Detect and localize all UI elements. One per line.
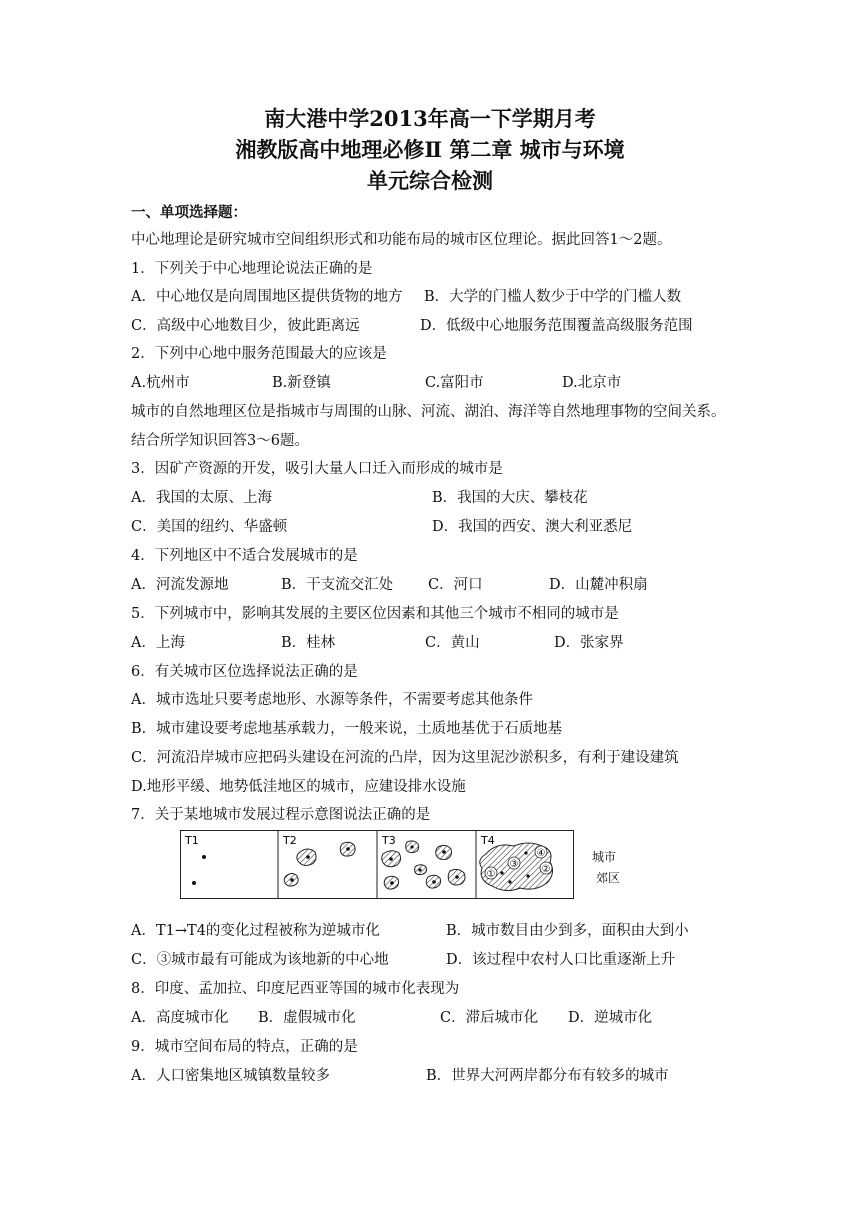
question-1-option-c: C．高级中心地数目少，彼此距离远: [131, 318, 360, 334]
question-2-option-d: D.北京市: [562, 375, 622, 391]
question-8-option-b: B．虚假城市化: [258, 1010, 356, 1026]
intro-paragraph-2-line-1: 城市的自然地理区位是指城市与周围的山脉、河流、湖泊、海洋等自然地理事物的空间关系。: [131, 404, 726, 420]
circled-2: ②: [541, 864, 551, 875]
question-3-option-d: D．我国的西安、澳大利亚悉尼: [432, 519, 633, 535]
exam-title: 南大港中学2013年高一下学期月考: [264, 106, 596, 131]
question-5-option-a: A．上海: [131, 635, 185, 651]
question-8-option-a: A．高度城市化: [131, 1010, 229, 1026]
question-7-option-d: D．该过程中农村人口比重逐渐上升: [446, 952, 676, 968]
question-8-option-d: D．逆城市化: [568, 1010, 653, 1026]
question-6-option-a: A．城市选址只要考虑地形、水源等条件，不需要考虑其他条件: [131, 692, 533, 708]
question-3-option-b: B．我国的大庆、攀枝花: [432, 490, 588, 506]
question-2-stem: 2．下列中心地中服务范围最大的应该是: [131, 346, 387, 362]
question-4-option-b: B．干支流交汇处: [281, 577, 394, 593]
question-9-stem: 9．城市空间布局的特点，正确的是: [131, 1039, 358, 1055]
question-2-option-c: C.富阳市: [425, 375, 484, 391]
intro-paragraph-2-line-2: 结合所学知识回答3～6题。: [131, 433, 309, 449]
unit-title: 单元综合检测: [367, 168, 493, 193]
question-1-option-a: A．中心地仅是向周围地区提供货物的地方: [131, 289, 403, 305]
course-title: 湘教版高中地理必修Ⅱ 第二章 城市与环境: [235, 137, 625, 162]
question-4-stem: 4．下列地区中不适合发展城市的是: [131, 548, 358, 564]
panel-label-t1: T1: [185, 834, 199, 847]
question-9-option-a: A．人口密集地区城镇数量较多: [131, 1068, 330, 1084]
question-1-option-d: D．低级中心地服务范围覆盖高级服务范围: [420, 318, 693, 334]
question-2-option-a: A.杭州市: [131, 375, 190, 391]
question-7-option-a: A．T1→T4的变化过程被称为逆城市化: [131, 923, 380, 939]
circled-3: ③: [509, 859, 519, 870]
question-7-option-c: C．③城市最有可能成为该地新的中心地: [131, 952, 389, 968]
t1-city-dot: [202, 855, 206, 859]
question-9-option-b: B．世界大河两岸都分布有较多的城市: [426, 1068, 669, 1084]
legend-city-label: 城市: [592, 850, 617, 864]
question-3-stem: 3．因矿产资源的开发，吸引大量人口迁入而形成的城市是: [131, 461, 503, 477]
question-6-option-d: D.地形平缓、地势低洼地区的城市，应建设排水设施: [131, 779, 466, 795]
question-4-option-d: D．山麓冲积扇: [549, 577, 648, 593]
question-1-option-b: B．大学的门槛人数少于中学的门槛人数: [424, 289, 682, 305]
circled-4: ④: [536, 848, 546, 859]
question-3-option-c: C．美国的纽约、华盛顿: [131, 519, 288, 535]
question-5-option-d: D．张家界: [554, 635, 624, 651]
panel-label-t2: T2: [283, 834, 297, 847]
panel-label-t4: T4: [481, 834, 495, 847]
circled-1: ①: [486, 869, 496, 880]
t1-city-dot: [192, 881, 196, 885]
panel-label-t3: T3: [382, 834, 396, 847]
question-8-stem: 8．印度、孟加拉、印度尼西亚等国的城市化表现为: [131, 981, 460, 997]
question-1-stem: 1．下列关于中心地理论说法正确的是: [131, 261, 373, 277]
question-6-stem: 6．有关城市区位选择说法正确的是: [131, 664, 358, 680]
question-6-option-c: C．河流沿岸城市应把码头建设在河流的凸岸，因为这里泥沙淤积多，有利于建设建筑: [131, 750, 679, 766]
question-2-option-b: B.新登镇: [272, 375, 331, 391]
section-heading: 一、单项选择题：: [131, 204, 247, 221]
question-5-option-b: B．桂林: [281, 635, 336, 651]
question-5-option-c: C．黄山: [425, 635, 480, 651]
question-8-option-c: C．滞后城市化: [440, 1010, 539, 1026]
urban-development-figure: [180, 830, 580, 900]
intro-paragraph-1: 中心地理论是研究城市空间组织形式和功能布局的城市区位理论。据此回答1～2题。: [131, 232, 672, 248]
question-4-option-a: A．河流发源地: [131, 577, 229, 593]
question-3-option-a: A．我国的太原、上海: [131, 490, 272, 506]
legend-suburb-label: 郊区: [596, 871, 621, 885]
question-4-option-c: C．河口: [428, 577, 483, 593]
question-6-option-b: B．城市建设要考虑地基承载力，一般来说，土质地基优于石质地基: [131, 721, 563, 737]
question-7-option-b: B．城市数目由少到多，面积由大到小: [446, 923, 689, 939]
question-7-stem: 7．关于某地城市发展过程示意图说法正确的是: [131, 807, 431, 823]
question-5-stem: 5．下列城市中，影响其发展的主要区位因素和其他三个城市不相同的城市是: [131, 606, 619, 622]
